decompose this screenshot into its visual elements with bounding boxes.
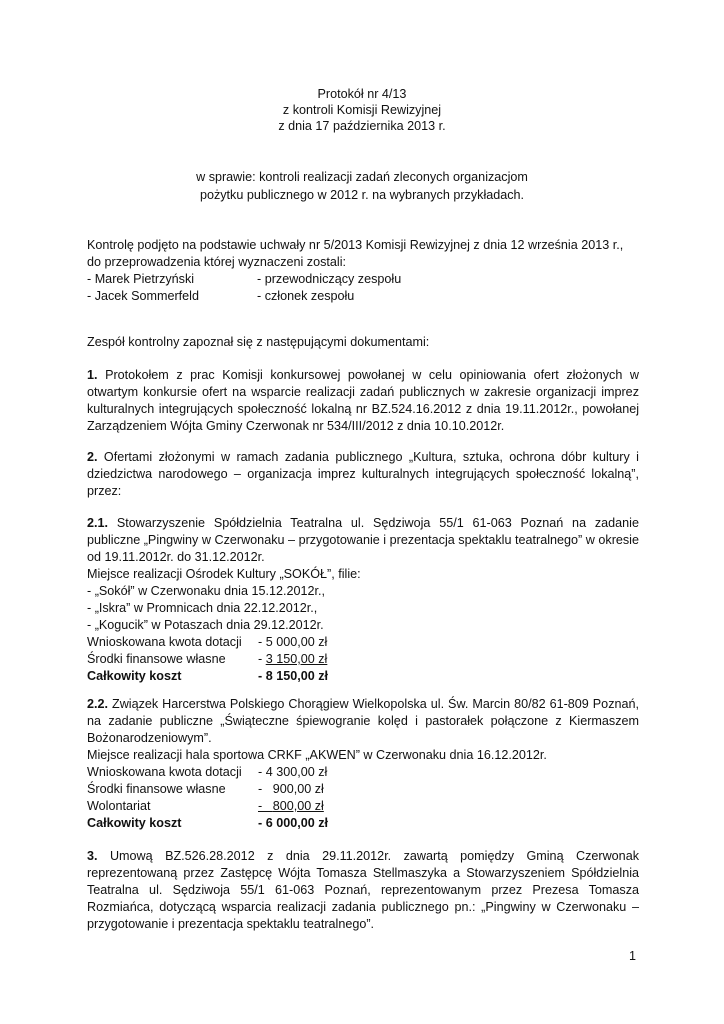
item-2 — [87, 449, 639, 500]
total-label: Całkowity koszt — [87, 816, 182, 830]
documents-intro: Zespół kontrolny zapoznał się z następującymi dokumentami: — [87, 335, 430, 349]
item-number: 3. — [87, 849, 98, 863]
item-text: Stowarzyszenie Spółdzielnia Teatralna ul. Sędziwoja 55/1 61-063 Poznań na zadanie publiczne „Pingwiny w Czerwonaku – przygotowanie i prezentacja spektaklu teatralnego” w okresie od 19.11.2012r. do 31.12.2012r. — [87, 516, 639, 564]
item-number: 2. — [87, 450, 98, 464]
protocol-header — [0, 86, 724, 134]
item-2-1 — [87, 515, 639, 685]
cost-value: - 5 000,00 zł — [258, 635, 328, 649]
item-number: 1. — [87, 368, 98, 382]
place-line: Miejsce realizacji Ośrodek Kultury „SOKÓŁ”, filie: — [87, 567, 361, 581]
cost-label: Wolontariat — [87, 799, 151, 813]
cost-value-prefix: - — [258, 799, 273, 813]
protocol-date: z dnia 17 października 2013 r. — [278, 119, 446, 133]
item-text: Związek Harcerstwa Polskiego Chorągiew Wielkopolska ul. Św. Marcin 80/82 61-809 Poznań, na zadanie publiczne „Świąteczne śpiewogranie kolęd i pastorałek połączone z Kiermaszem Bożonarodzeniowym”. — [87, 697, 639, 745]
item-text: Protokołem z prac Komisji konkursowej powołanej w celu opiniowania ofert złożonych w otwartym konkursie ofert na wsparcie realizacji zadań publicznych w zakresie organizacji imprez kulturalnych integrujących społeczność lokalną nr BZ.524.16.2012 z dnia 19.11.2012r., powołanej Zarządzeniem Wójta Gminy Czerwonak nr 534/III/2012 z dnia 10.10.2012r. — [87, 368, 639, 433]
member-name: - Jacek Sommerfeld — [87, 289, 199, 303]
subject-line-2: pożytku publicznego w 2012 r. na wybranych przykładach. — [199, 188, 525, 202]
protocol-commission: z kontroli Komisji Rewizyjnej — [282, 103, 442, 117]
total-row — [87, 668, 639, 685]
cost-label: Wnioskowana kwota dotacji — [87, 635, 242, 649]
total-label: Całkowity koszt — [87, 669, 182, 683]
item-2-1-description — [87, 515, 639, 566]
place-line: Miejsce realizacji hala sportowa CRKF „AKWEN” w Czerwonaku dnia 16.12.2012r. — [87, 748, 547, 762]
subject-line-1: w sprawie: kontroli realizacji zadań zleconych organizacjom — [196, 170, 528, 184]
cost-row — [87, 764, 639, 781]
volunteer-row — [87, 798, 639, 815]
cost-value: - 4 300,00 zł — [258, 765, 328, 779]
item-number: 2.1. — [87, 516, 109, 530]
item-text: Ofertami złożonymi w ramach zadania publicznego „Kultura, sztuka, ochrona dóbr kultury i dziedzictwa narodowego – organizacja imprez kulturalnych integrujących społeczność lokalną”, przez: — [87, 450, 639, 498]
item-2-2 — [87, 696, 639, 832]
intro-section — [87, 237, 639, 305]
cost-row — [87, 781, 639, 798]
item-2-2-description — [87, 696, 639, 747]
item-1 — [87, 367, 639, 435]
cost-value-prefix: - — [258, 652, 266, 666]
cost-label: Środki finansowe własne — [87, 782, 226, 796]
total-value: - 8 150,00 zł — [258, 669, 329, 683]
cost-row — [87, 634, 639, 651]
intro-line-2: do przeprowadzenia której wyznaczeni zostali: — [87, 255, 347, 269]
member-name: - Marek Pietrzyński — [87, 272, 195, 286]
item-text: Umową BZ.526.28.2012 z dnia 29.11.2012r. zawartą pomiędzy Gminą Czerwonak reprezentowaną przez Zastępcę Wójta Tomasza Stellmaszyka a Stowarzyszeniem Spółdzielnia Teatralna ul. Sędziwoja 55/1 61-063 Poznań, reprezentowanym przez Prezesa Tomasza Rozmiańca, dotyczącą wsparcia realizacji zadania publicznego pn.: „Pingwiny w Czerwonaku – przygotowanie i prezentacja spektaklu teatralnego”. — [87, 849, 639, 931]
cost-row — [87, 651, 639, 668]
cost-label: Wnioskowana kwota dotacji — [87, 765, 242, 779]
site-line: - „Iskra” w Promnicach dnia 22.12.2012r., — [87, 601, 318, 615]
site-line: - „Kogucik” w Potaszach dnia 29.12.2012r. — [87, 618, 324, 632]
item-3 — [87, 848, 639, 933]
item-number: 2.2. — [87, 697, 109, 711]
cost-label: Środki finansowe własne — [87, 652, 226, 666]
cost-value: - 900,00 zł — [258, 782, 324, 796]
member-row — [87, 288, 639, 305]
cost-value: 3 150,00 zł — [265, 652, 328, 666]
protocol-subject — [0, 168, 724, 204]
protocol-title: Protokół nr 4/13 — [317, 87, 407, 101]
member-row — [87, 271, 639, 288]
cost-value: 800,00 zł — [272, 799, 324, 813]
intro-line-1: Kontrolę podjęto na podstawie uchwały nr 5/2013 Komisji Rewizyjnej z dnia 12 września 2013 r., — [87, 238, 624, 252]
total-row — [87, 815, 639, 832]
total-value: - 6 000,00 zł — [258, 816, 329, 830]
page-number: 1 — [629, 949, 637, 963]
member-role: - członek zespołu — [257, 289, 355, 303]
member-role: - przewodniczący zespołu — [257, 272, 402, 286]
site-line: - „Sokół” w Czerwonaku dnia 15.12.2012r., — [87, 584, 326, 598]
